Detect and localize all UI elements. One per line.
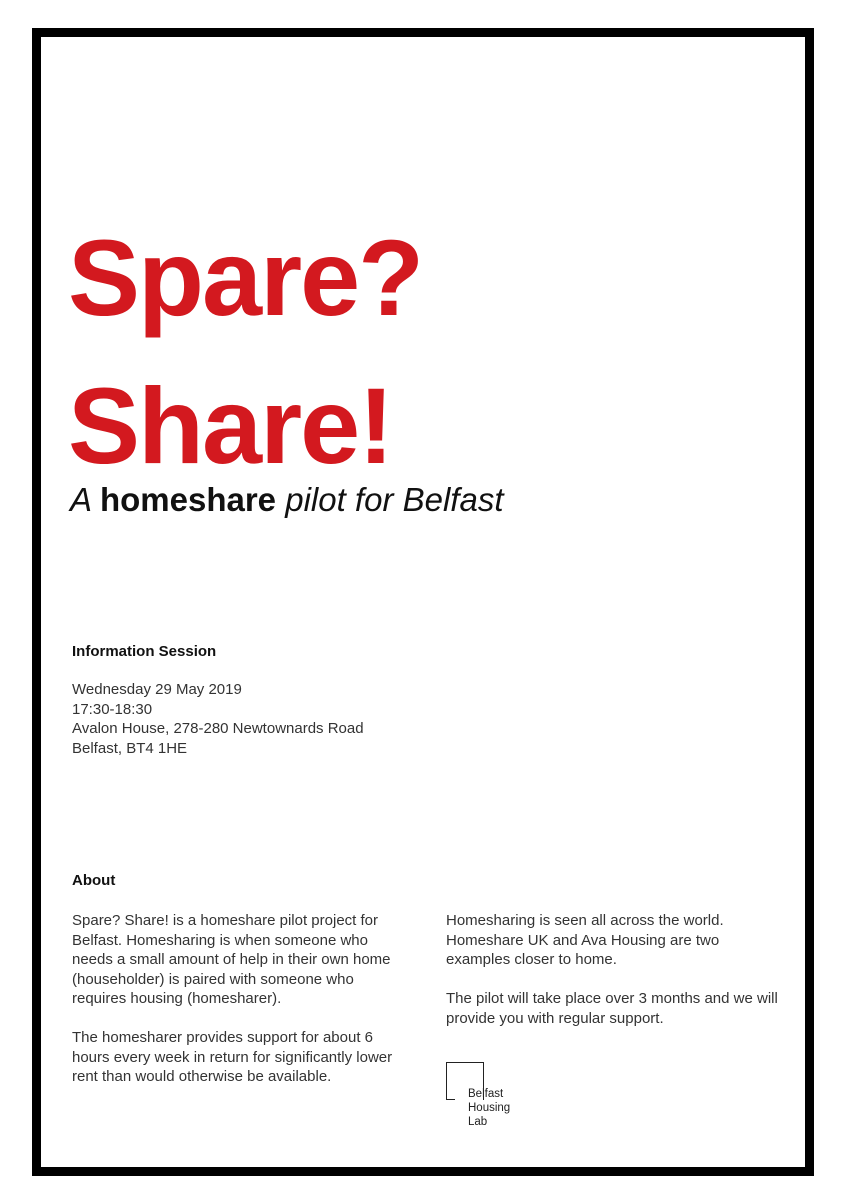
- info-session-details: [72, 680, 364, 758]
- event-city: Belfast, BT4 1HE: [72, 739, 188, 757]
- event-time: 17:30-18:30: [72, 700, 153, 718]
- about-left-column: [72, 911, 412, 1106]
- tagline-emphasis: homeshare: [99, 481, 277, 518]
- about-right-column: [446, 911, 786, 1048]
- about-paragraph: The homesharer provides support for about 6 hours every week in return for significantly lower rent than would otherwise be available.: [72, 1029, 393, 1085]
- logo-text: [468, 1087, 510, 1129]
- about-heading: About: [72, 872, 116, 889]
- belfast-housing-lab-logo: [446, 1062, 526, 1132]
- logo-line-2: Housing: [468, 1102, 511, 1114]
- tagline: [70, 478, 504, 522]
- headline: [68, 204, 422, 500]
- info-session-heading: Information Session: [72, 643, 217, 660]
- logo-line-3: Lab: [468, 1116, 488, 1128]
- about-paragraph: Spare? Share! is a homeshare pilot project for Belfast. Homesharing is when someone who needs a small amount of help in their own home (householder) is paired with someone who requires housing (homesharer).: [72, 912, 391, 1007]
- logo-line-1: Belfast: [468, 1088, 504, 1100]
- about-paragraph: The pilot will take place over 3 months and we will provide you with regular support.: [446, 990, 778, 1027]
- headline-line-2: Share!: [68, 365, 393, 486]
- about-paragraph: Homesharing is seen all across the world. Homeshare UK and Ava Housing are two examples closer to home.: [446, 912, 724, 968]
- tagline-prefix: A: [70, 481, 100, 518]
- tagline-suffix: pilot for Belfast: [276, 481, 504, 518]
- headline-line-1: Spare?: [68, 217, 423, 338]
- event-date: Wednesday 29 May 2019: [72, 681, 242, 698]
- event-venue: Avalon House, 278-280 Newtownards Road: [72, 720, 364, 737]
